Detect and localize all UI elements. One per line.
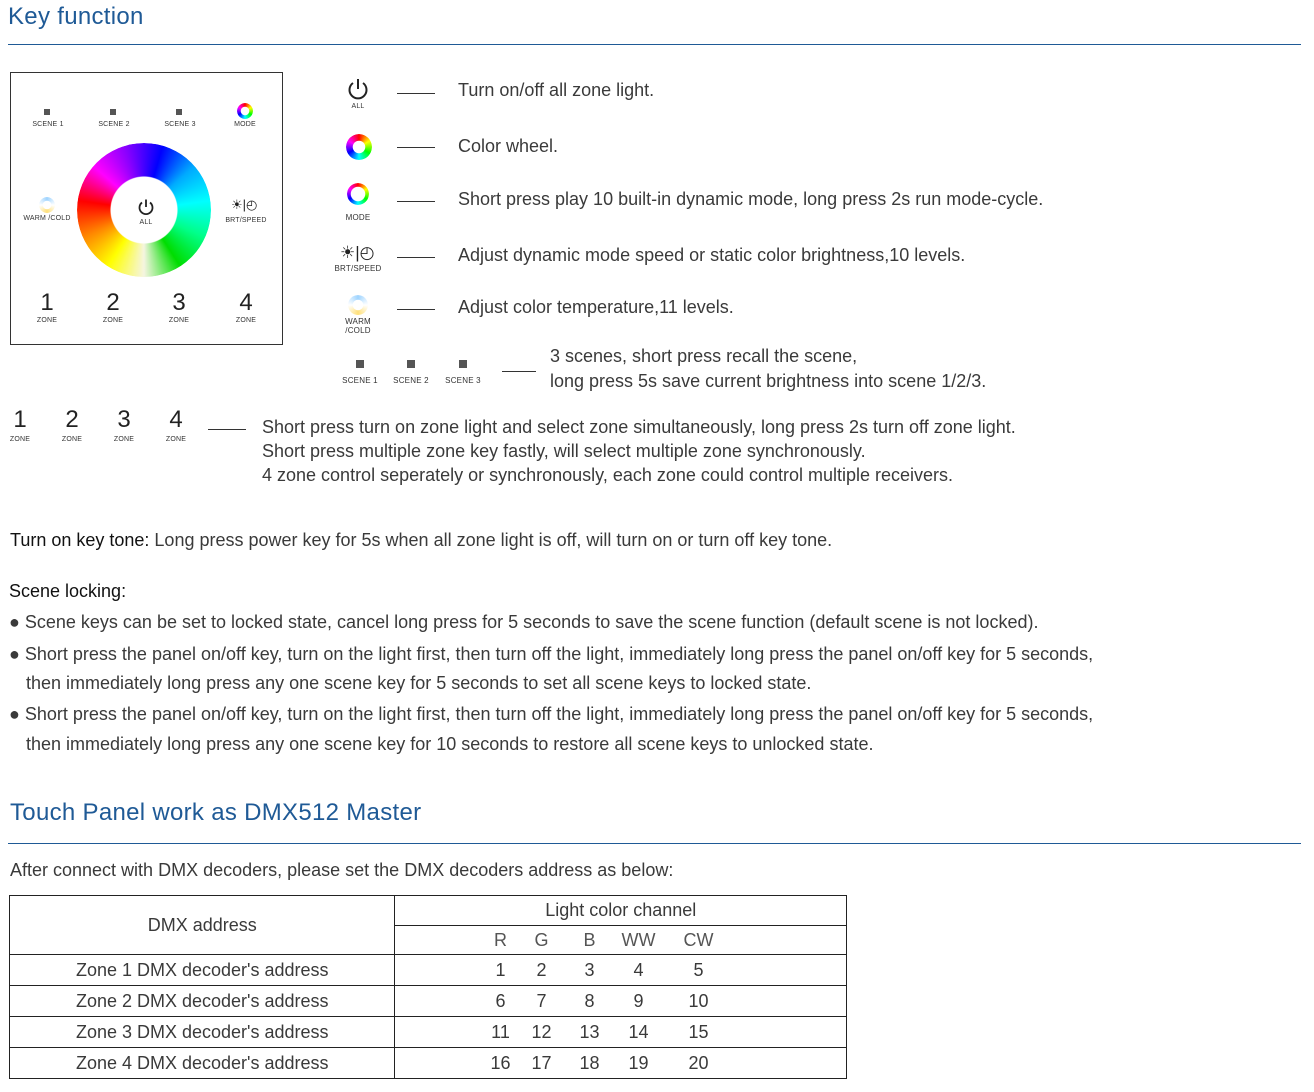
section-divider — [8, 44, 1301, 45]
dmx-intro-text: After connect with DMX decoders, please set the DMX decoders address as below: — [10, 860, 674, 880]
dmx-address-table — [9, 895, 847, 1079]
table-cell: 14 — [628, 1021, 649, 1042]
channel-name: B — [583, 929, 596, 950]
table-cell: 19 — [628, 1052, 649, 1073]
leader-line — [397, 309, 435, 310]
panel-zone-2-number: 2 — [106, 289, 120, 316]
channel-values — [395, 1017, 847, 1048]
dmx-address-header: DMX address — [10, 896, 395, 955]
table-row — [10, 955, 847, 986]
section-divider — [8, 843, 1301, 844]
leader-line — [397, 93, 435, 94]
scene-3-label: SCENE 3 — [445, 376, 481, 385]
leader-line — [397, 257, 435, 258]
scene-locking-bullet-3-cont: then immediately long press any one scene key for 10 seconds to restore all scene keys to unlocked state. — [26, 734, 874, 754]
table-cell: 18 — [579, 1052, 600, 1073]
table-cell: 16 — [490, 1052, 511, 1073]
channel-values — [395, 1048, 847, 1079]
brt-speed-label: BRT/SPEED — [225, 217, 267, 224]
scene-locking-bullet-3: ● Short press the panel on/off key, turn on the light first, then turn off the light, immediately long press the panel on/off key for 5 seconds, — [9, 704, 1094, 724]
scene-3-key — [176, 109, 182, 115]
zones-description-line-1: Short press turn on zone light and select zone simultaneously, long press 2s turn off zone light. — [262, 417, 1016, 437]
zones-description-line-3: 4 zone control seperately or synchronously, each zone could control multiple receivers. — [262, 465, 954, 485]
power-icon-label: ALL — [351, 103, 365, 110]
zone-2-label: ZONE — [61, 436, 83, 443]
leader-line — [397, 147, 435, 148]
light-color-channel-header: Light color channel — [395, 896, 847, 926]
power-icon — [346, 77, 370, 101]
panel-power-icon — [137, 198, 155, 216]
scene-locking-bullet-2-cont: then immediately long press any one scene key for 5 seconds to set all scene keys to locked state. — [26, 673, 812, 693]
table-row — [10, 1017, 847, 1048]
channel-name: G — [534, 929, 549, 950]
channel-name: CW — [683, 929, 714, 950]
scene-locking-bullet-1: ● Scene keys can be set to locked state, cancel long press for 5 seconds to save the scene function (default scene is not locked). — [9, 612, 1039, 632]
table-cell: 13 — [579, 1021, 600, 1042]
scene-1-label: SCENE 1 — [32, 121, 64, 128]
panel-zone-4-number: 4 — [239, 289, 253, 316]
scene-1-key — [356, 360, 364, 368]
leader-line — [208, 429, 246, 430]
table-cell: 2 — [536, 959, 547, 980]
scene-1-label: SCENE 1 — [342, 376, 378, 385]
warm-cold-icon-label: WARM /COLD — [345, 317, 371, 335]
mode-icon — [237, 103, 253, 119]
zone-2-number: 2 — [65, 406, 79, 433]
table-row — [10, 986, 847, 1017]
table-cell: 10 — [688, 990, 709, 1011]
panel-zone-3-number: 3 — [172, 289, 186, 316]
scene-3-key — [459, 360, 467, 368]
warm-cold-icon — [348, 295, 368, 315]
zone-address-label: Zone 1 DMX decoder's address — [10, 955, 395, 986]
zone-address-label: Zone 2 DMX decoder's address — [10, 986, 395, 1017]
channel-name: R — [493, 929, 507, 950]
bullet-text: Short press the panel on/off key, turn on the light first, then turn off the light, immediately long press the panel on/off key for 5 seconds, — [24, 704, 1094, 724]
table-cell: 7 — [536, 990, 547, 1011]
brightness-speed-icon: ☀|◴ — [231, 197, 258, 212]
panel-zone-1-label: ZONE — [36, 317, 58, 324]
color-wheel-description: Color wheel. — [458, 136, 559, 156]
section-title-key-function: Key function — [8, 3, 144, 30]
power-key-description: Turn on/off all zone light. — [458, 80, 655, 100]
mode-key-description: Short press play 10 built-in dynamic mode, long press 2s run mode-cycle. — [458, 189, 1044, 209]
channel-values — [395, 986, 847, 1017]
table-cell: 15 — [688, 1021, 709, 1042]
scenes-description-line-2: long press 5s save current brightness into scene 1/2/3. — [550, 371, 987, 391]
key-tone-text: Long press power key for 5s when all zone light is off, will turn on or turn off key tone. — [149, 530, 833, 550]
leader-line — [502, 371, 536, 372]
zone-4-number: 4 — [169, 406, 183, 433]
mode-label: MODE — [234, 121, 256, 128]
bullet-text: Scene keys can be set to locked state, cancel long press for 5 seconds to save the scene function (default scene is not locked). — [24, 612, 1039, 632]
panel-zone-3-label: ZONE — [168, 317, 190, 324]
mode-icon-label: MODE — [345, 213, 371, 222]
warm-cold-icon — [39, 197, 55, 213]
table-cell: 8 — [584, 990, 595, 1011]
mode-icon — [347, 183, 369, 205]
scene-locking-title: Scene locking: — [9, 581, 127, 601]
brt-speed-description: Adjust dynamic mode speed or static color brightness,10 levels. — [458, 245, 966, 265]
table-cell: 5 — [693, 959, 704, 980]
scene-1-key — [44, 109, 50, 115]
brt-speed-icon-label: BRT/SPEED — [334, 264, 382, 273]
table-cell: 11 — [491, 1021, 510, 1042]
channel-names-row — [395, 926, 847, 955]
zone-3-label: ZONE — [113, 436, 135, 443]
panel-all-label: ALL — [139, 219, 153, 226]
color-wheel-icon — [346, 134, 372, 160]
zone-3-number: 3 — [117, 406, 131, 433]
zone-4-label: ZONE — [165, 436, 187, 443]
key-tone-label: Turn on key tone: — [10, 530, 150, 550]
brightness-speed-icon: ☀|◴ — [340, 243, 375, 262]
panel-zone-2-label: ZONE — [102, 317, 124, 324]
warm-cold-label: WARM /COLD — [23, 215, 71, 222]
table-cell: 12 — [531, 1021, 552, 1042]
zone-1-number: 1 — [13, 406, 27, 433]
leader-line — [397, 201, 435, 202]
panel-zone-1-number: 1 — [40, 289, 54, 316]
scene-2-key — [110, 109, 116, 115]
bullet-text: Short press the panel on/off key, turn on the light first, then turn off the light, immediately long press the panel on/off key for 5 seconds, — [24, 644, 1094, 664]
zone-address-label: Zone 3 DMX decoder's address — [10, 1017, 395, 1048]
scene-3-label: SCENE 3 — [164, 121, 196, 128]
touch-panel-illustration — [10, 72, 283, 345]
table-cell: 1 — [495, 959, 506, 980]
zone-1-label: ZONE — [9, 436, 31, 443]
panel-zone-4-label: ZONE — [235, 317, 257, 324]
table-cell: 9 — [633, 990, 644, 1011]
table-cell: 4 — [633, 959, 644, 980]
warm-cold-description: Adjust color temperature,11 levels. — [458, 297, 734, 317]
scene-2-label: SCENE 2 — [393, 376, 429, 385]
scene-locking-bullet-2: ● Short press the panel on/off key, turn on the light first, then turn off the light, immediately long press the panel on/off key for 5 seconds, — [9, 644, 1094, 664]
table-cell: 3 — [584, 959, 595, 980]
scenes-description-line-1: 3 scenes, short press recall the scene, — [550, 346, 858, 366]
scene-2-label: SCENE 2 — [98, 121, 130, 128]
section-title-dmx-master: Touch Panel work as DMX512 Master — [10, 799, 422, 826]
table-row — [10, 1048, 847, 1079]
zone-address-label: Zone 4 DMX decoder's address — [10, 1048, 395, 1079]
table-cell: 6 — [495, 990, 506, 1011]
key-tone-paragraph — [10, 530, 832, 551]
scene-2-key — [407, 360, 415, 368]
table-cell: 20 — [688, 1052, 709, 1073]
channel-values — [395, 955, 847, 986]
table-cell: 17 — [531, 1052, 552, 1073]
zones-description-line-2: Short press multiple zone key fastly, will select multiple zone synchronously. — [262, 441, 866, 461]
channel-name: WW — [621, 929, 656, 950]
